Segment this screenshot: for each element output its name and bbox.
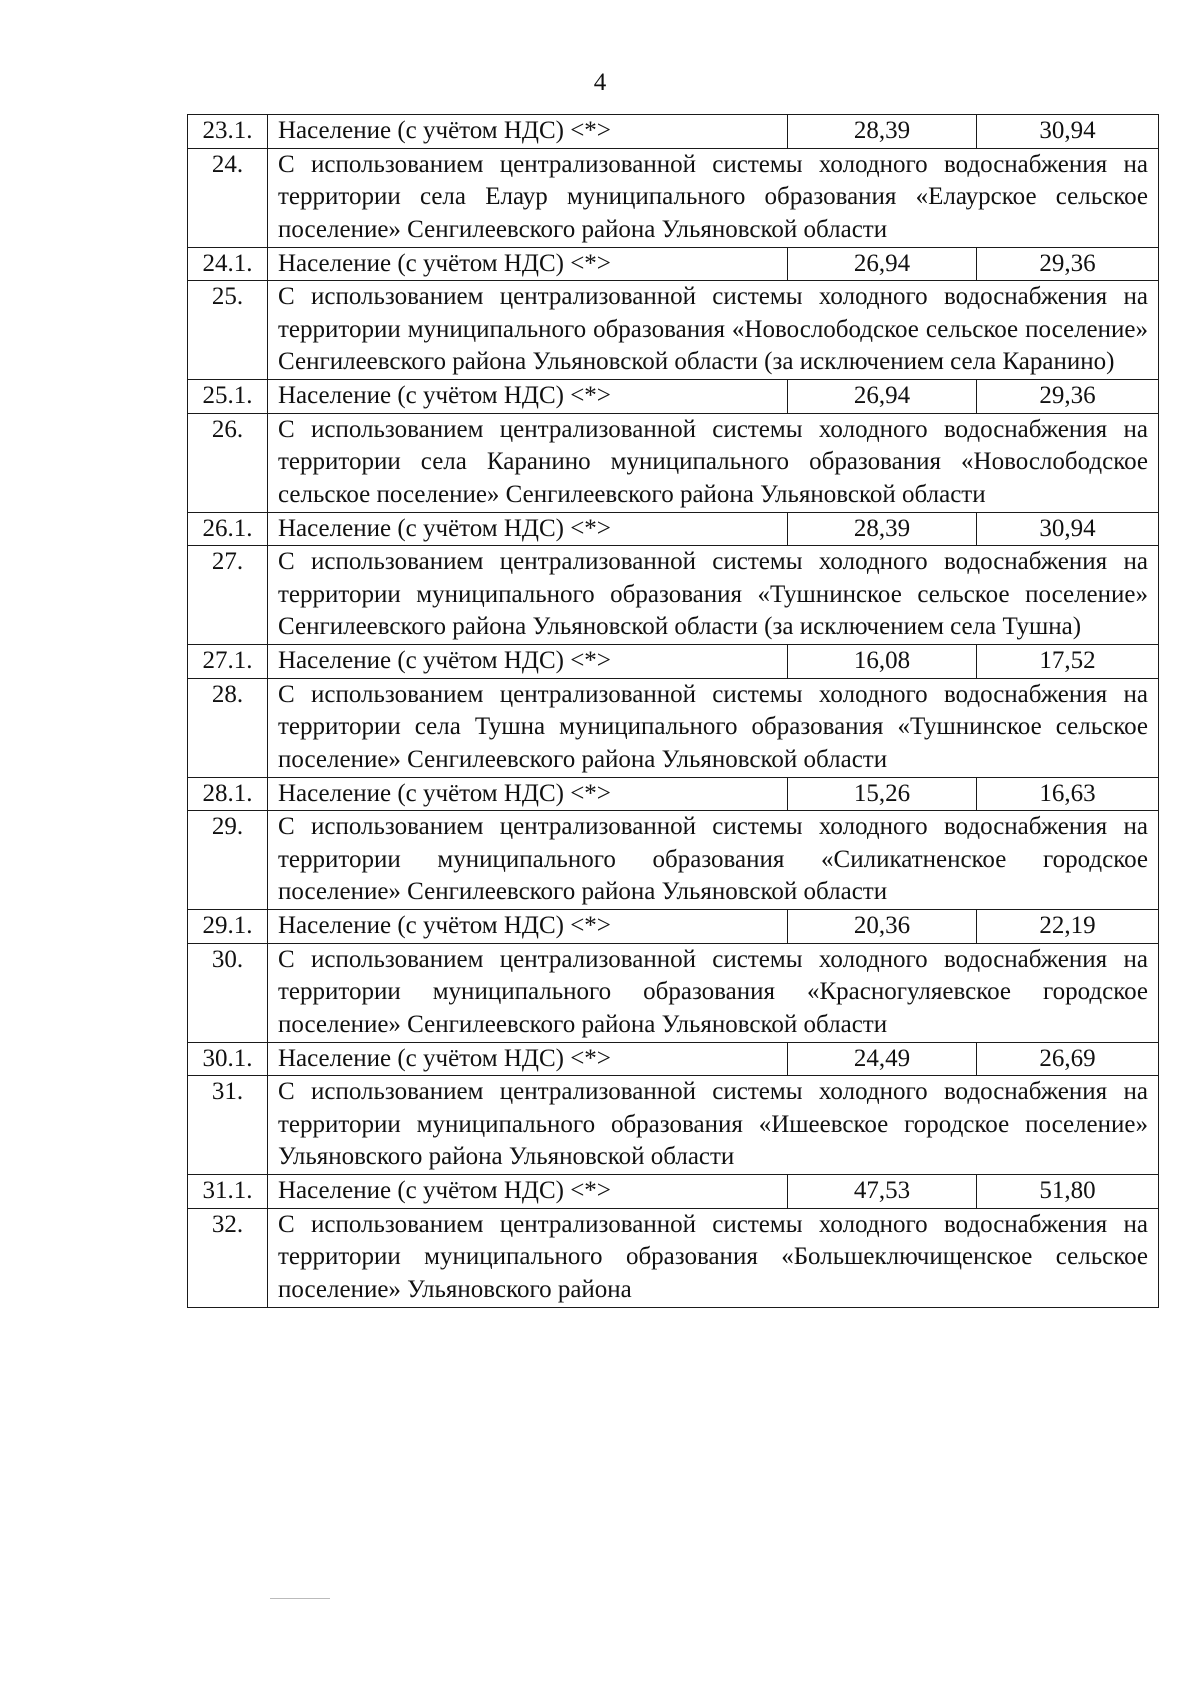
row-number: 24. [188,148,268,247]
table-row [188,1042,1159,1076]
consumer-category-label: Население (с учётом НДС) <*> [268,1175,788,1209]
table-row [188,678,1159,777]
tariff-value-first-half: 15,26 [788,777,977,811]
row-number: 31. [188,1076,268,1175]
row-number: 32. [188,1208,268,1307]
row-number: 27. [188,546,268,645]
service-description: С использованием централизованной системы холодного водоснабжения на территории муниципального образования «Новослободское сельское поселение» Сенгилеевского района Ульяновской области (за исключением села Каранино) [268,281,1159,380]
consumer-category-label: Население (с учётом НДС) <*> [268,380,788,414]
tariff-value-second-half: 17,52 [977,645,1159,679]
row-number: 26. [188,413,268,512]
row-number: 24.1. [188,247,268,281]
consumer-category-label: Население (с учётом НДС) <*> [268,1042,788,1076]
tariff-value-first-half: 47,53 [788,1175,977,1209]
row-number: 28. [188,678,268,777]
row-number: 27.1. [188,645,268,679]
scan-artifact-line [270,1598,330,1599]
tariff-value-second-half: 51,80 [977,1175,1159,1209]
row-number: 25.1. [188,380,268,414]
table-row [188,1175,1159,1209]
tariff-value-first-half: 24,49 [788,1042,977,1076]
service-description: С использованием централизованной системы холодного водоснабжения на территории муниципального образования «Тушнинское сельское поселение» Сенгилеевского района Ульяновской области (за исключением села Тушна) [268,546,1159,645]
row-number: 26.1. [188,512,268,546]
row-number: 29.1. [188,910,268,944]
table-row [188,148,1159,247]
table-row [188,777,1159,811]
tariff-value-first-half: 26,94 [788,247,977,281]
service-description: С использованием централизованной системы холодного водоснабжения на территории муниципального образования «Ишеевское городское поселение» Ульяновского района Ульяновской области [268,1076,1159,1175]
service-description: С использованием централизованной системы холодного водоснабжения на территории муниципального образования «Большеключищенское сельское поселение» Ульяновского района [268,1208,1159,1307]
tariff-value-second-half: 26,69 [977,1042,1159,1076]
service-description: С использованием централизованной системы холодного водоснабжения на территории села Тушна муниципального образования «Тушнинское сельское поселение» Сенгилеевского района Ульяновской области [268,678,1159,777]
table-row [188,247,1159,281]
tariff-value-second-half: 30,94 [977,512,1159,546]
tariff-value-second-half: 29,36 [977,380,1159,414]
table-row [188,546,1159,645]
tariff-value-first-half: 20,36 [788,910,977,944]
table-row [188,645,1159,679]
row-number: 23.1. [188,115,268,149]
tariff-value-first-half: 26,94 [788,380,977,414]
table-row [188,943,1159,1042]
table-row [188,1076,1159,1175]
row-number: 31.1. [188,1175,268,1209]
table-row [188,1208,1159,1307]
row-number: 30.1. [188,1042,268,1076]
service-description: С использованием централизованной системы холодного водоснабжения на территории села Каранино муниципального образования «Новослободское сельское поселение» Сенгилеевского района Ульяновской области [268,413,1159,512]
service-description: С использованием централизованной системы холодного водоснабжения на территории села Елаур муниципального образования «Елаурское сельское поселение» Сенгилеевского района Ульяновской области [268,148,1159,247]
table-row [188,380,1159,414]
service-description: С использованием централизованной системы холодного водоснабжения на территории муниципального образования «Силикатненское городское поселение» Сенгилеевского района Ульяновской области [268,811,1159,910]
table-row [188,910,1159,944]
table-row [188,281,1159,380]
tariff-value-second-half: 30,94 [977,115,1159,149]
tariff-value-first-half: 16,08 [788,645,977,679]
page-number: 4 [593,69,607,96]
tariff-value-second-half: 22,19 [977,910,1159,944]
table-row [188,115,1159,149]
consumer-category-label: Население (с учётом НДС) <*> [268,512,788,546]
table-row [188,811,1159,910]
row-number: 25. [188,281,268,380]
tariff-value-second-half: 16,63 [977,777,1159,811]
tariff-table [187,114,1159,1308]
row-number: 28.1. [188,777,268,811]
tariff-value-first-half: 28,39 [788,115,977,149]
consumer-category-label: Население (с учётом НДС) <*> [268,247,788,281]
consumer-category-label: Население (с учётом НДС) <*> [268,910,788,944]
table-row [188,413,1159,512]
consumer-category-label: Население (с учётом НДС) <*> [268,777,788,811]
table-row [188,512,1159,546]
row-number: 29. [188,811,268,910]
consumer-category-label: Население (с учётом НДС) <*> [268,115,788,149]
service-description: С использованием централизованной системы холодного водоснабжения на территории муниципального образования «Красногуляевское городское поселение» Сенгилеевского района Ульяновской области [268,943,1159,1042]
row-number: 30. [188,943,268,1042]
consumer-category-label: Население (с учётом НДС) <*> [268,645,788,679]
tariff-value-first-half: 28,39 [788,512,977,546]
tariff-value-second-half: 29,36 [977,247,1159,281]
tariff-table-body [188,115,1159,1308]
